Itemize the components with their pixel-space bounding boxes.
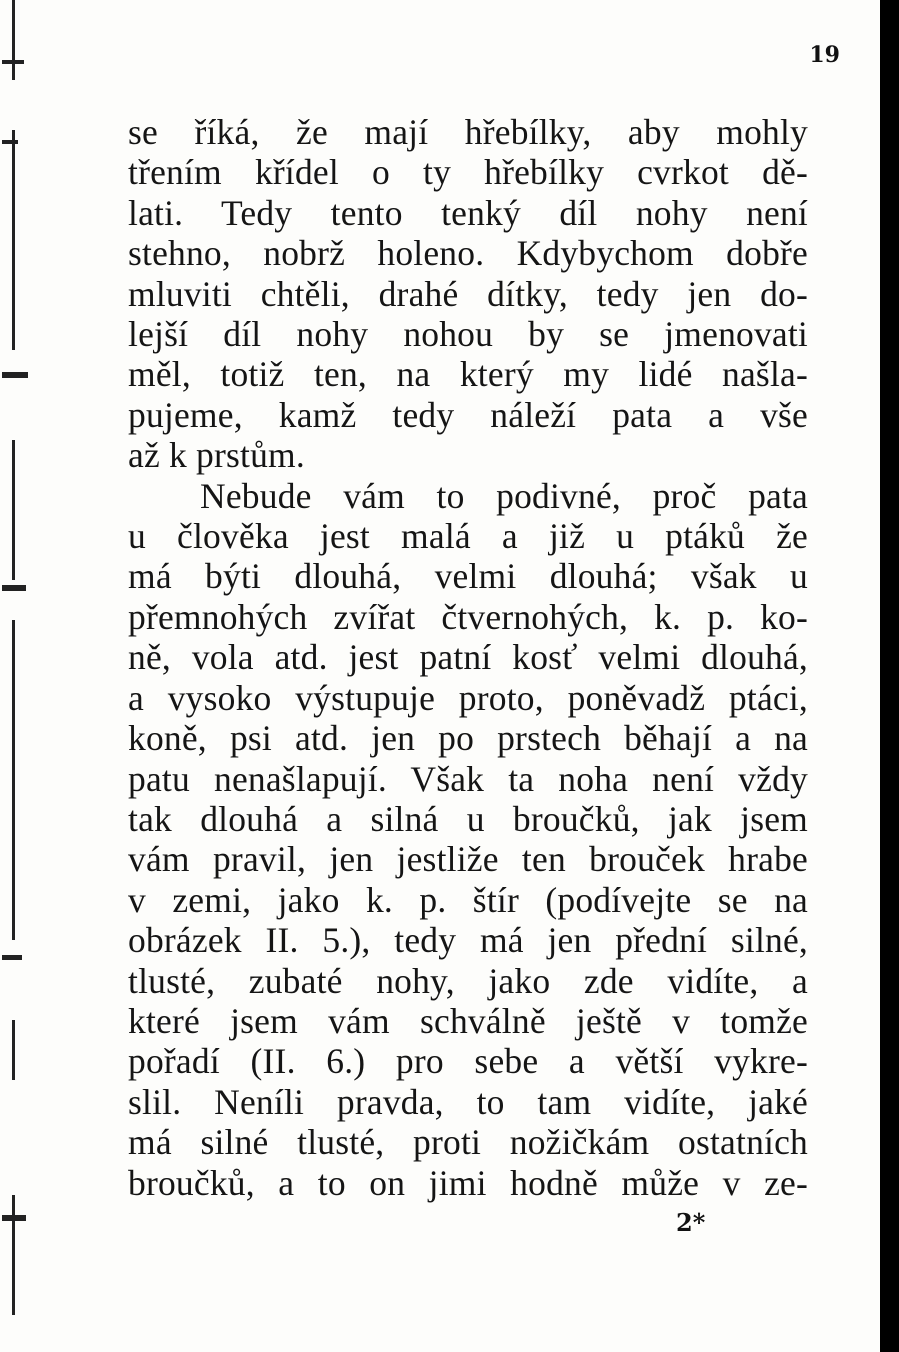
text-line: lejší díl nohy nohou by se jmenovati [128,314,808,355]
text-line: tlusté, zubaté nohy, jako zde vidíte, a [128,960,808,1001]
text-line: vám pravil, jen jestliže ten brouček hrabe [128,839,808,880]
text-line: v zemi, jako k. p. štír (podívejte se na [128,879,808,920]
text-line: broučků, a to on jimi hodně může v ze- [128,1162,808,1203]
text-line: stehno, nobrž holeno. Kdybychom dobře [128,233,808,274]
text-line: ně, vola atd. jest patní kosť velmi dlouhá, [128,637,808,678]
text-line: třením křídel o ty hřebílky cvrkot dě- [128,152,808,193]
text-line: se říká, že mají hřebílky, aby mohly [128,112,808,152]
text-line: a vysoko výstupuje proto, poněvadž ptáci, [128,677,808,718]
text-line: pujeme, kamž tedy náleží pata a vše [128,394,808,435]
text-line: má silné tlusté, proti nožičkám ostatních [128,1122,808,1163]
text-line: Nebude vám to podivné, proč pata [200,475,808,516]
binding-edge [0,0,44,1352]
body-text [128,112,808,1203]
scan-border [880,0,899,1352]
text-line: až k prstům. [128,435,305,476]
text-line: lati. Tedy tento tenký díl nohy není [128,192,808,233]
text-line: mluviti chtěli, drahé dítky, tedy jen do- [128,273,808,314]
signature-mark: 2* [676,1208,706,1237]
text-line: patu nenašlapují. Však ta noha není vždy [128,758,808,799]
page-number: 19 [809,42,840,68]
text-line: má býti dlouhá, velmi dlouhá; však u [128,556,808,597]
text-line: slil. Neníli pravda, to tam vidíte, jaké [128,1081,808,1122]
text-line: koně, psi atd. jen po prstech běhají a na [128,718,808,759]
text-line: přemnohých zvířat čtvernohých, k. p. ko- [128,596,808,637]
text-line: tak dlouhá a silná u broučků, jak jsem [128,798,808,839]
text-line: u člověka jest malá a již u ptáků že [128,516,808,557]
text-line: obrázek II. 5.), tedy má jen přední silné, [128,920,808,961]
text-line: měl, totiž ten, na který my lidé našla- [128,354,808,395]
text-line: které jsem vám schválně ještě v tomže [128,1000,808,1041]
text-line: pořadí (II. 6.) pro sebe a větší vykre- [128,1041,808,1082]
